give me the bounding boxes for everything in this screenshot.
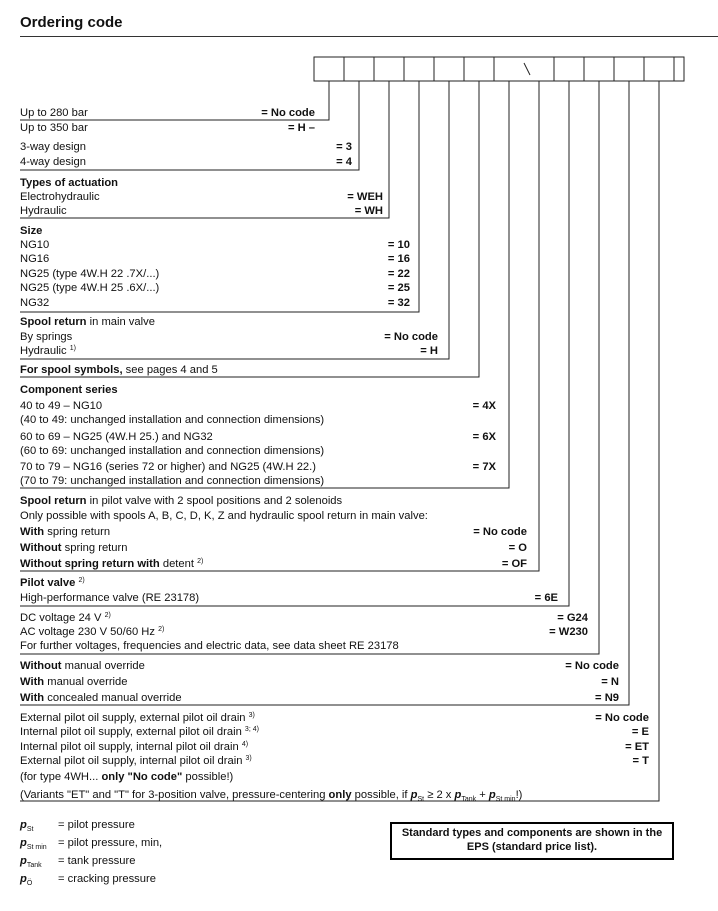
row-code: = 10 [387, 239, 410, 251]
row-code: = 6E [534, 592, 558, 604]
row-label: Up to 350 bar [20, 122, 88, 134]
row-code: = 3 [336, 141, 352, 153]
row-label: NG25 (type 4W.H 25 .6X/...) [20, 282, 160, 294]
row-label: (for type 4WH... only "No code" possible!) [20, 771, 234, 783]
row-label: 60 to 69 – NG25 (4W.H 25.) and NG32 [20, 431, 213, 443]
row-label: High-performance valve (RE 23178) [20, 592, 200, 604]
section-heading: Component series [20, 384, 118, 396]
row-code: = OF [501, 558, 527, 570]
row-code: = 16 [387, 253, 410, 265]
standard-types-note: Standard types and components are shown in the EPS (standard price list). [390, 822, 674, 860]
row-code: = G24 [557, 612, 588, 624]
row-label: Internal pilot oil supply, internal pilot oil drain $^{4)}$ [20, 741, 249, 753]
row-label: Without spring return with detent $^{2)}$ [20, 558, 204, 570]
legend-text: = pilot pressure [58, 819, 135, 831]
row-code: = E [631, 726, 649, 738]
row-code: = 22 [387, 268, 410, 280]
row-label: Without spring return [20, 542, 128, 554]
row-label: For further voltages, frequencies and electric data, see data sheet RE 23178 [20, 640, 399, 652]
row-label: (Variants "ET" and "T" for 3-position valve, pressure-centering only possible, if $p_{St} \ge 2$ x $p_{Tank} + p_{St min}$!) [20, 789, 523, 804]
legend-text: = tank pressure [58, 855, 136, 867]
legend-text: = cracking pressure [58, 873, 156, 885]
row-label: (70 to 79: unchanged installation and connection dimensions) [20, 475, 325, 487]
section-heading: Spool return in main valve [20, 316, 155, 328]
row-label: Only possible with spools A, B, C, D, K, Z and hydraulic spool return in main valve: [20, 510, 428, 522]
row-code: = N [601, 676, 619, 688]
row-label: NG32 [20, 297, 50, 309]
row-label: NG25 (type 4W.H 22 .7X/...) [20, 268, 160, 280]
section-heading: Pilot valve $^{2)}$ [20, 577, 85, 589]
row-label: 4-way design [20, 156, 86, 168]
row-label: 3-way design [20, 141, 86, 153]
page-title: Ordering code [20, 14, 123, 31]
row-label: DC voltage 24 V $^{2)}$ [20, 612, 111, 624]
legend-item: $p_Ö$ [20, 873, 33, 888]
row-label: With manual override [20, 676, 128, 688]
row-label: (60 to 69: unchanged installation and connection dimensions) [20, 445, 325, 457]
row-code: = W230 [549, 626, 588, 638]
row-label: Hydraulic $^{1)}$ [20, 345, 76, 357]
legend-item: $p_{St}$ [20, 819, 34, 834]
row-label: Internal pilot oil supply, external pilot oil drain $^{3; 4)}$ [20, 726, 259, 738]
row-code: = No code [384, 331, 438, 343]
row-code: = H – [287, 122, 315, 134]
row-code: = WH [354, 205, 383, 217]
row-code: = No code [565, 660, 619, 672]
row-code: = H [420, 345, 438, 357]
row-code: = T [632, 755, 649, 767]
section-heading: Spool return in pilot valve with 2 spool positions and 2 solenoids [20, 495, 343, 507]
legend-item: $p_{Tank}$ [20, 855, 42, 870]
row-label: 40 to 49 – NG10 [20, 400, 103, 412]
row-code: = 32 [387, 297, 410, 309]
row-label: NG16 [20, 253, 50, 265]
row-code: = N9 [595, 692, 619, 704]
legend-text: = pilot pressure, min, [58, 837, 163, 849]
row-code: = O [508, 542, 527, 554]
row-label: Without manual override [20, 660, 145, 672]
row-label: 70 to 79 – NG16 (series 72 or higher) and NG25 (4W.H 22.) [20, 461, 316, 473]
legend-item: $p_{St min}$ [20, 837, 47, 852]
row-code: = 7X [472, 461, 496, 473]
row-code: = 4X [472, 400, 496, 412]
row-label: External pilot oil supply, internal pilot oil drain $^{3)}$ [20, 755, 252, 767]
row-code: = No code [473, 526, 527, 538]
row-code: = ET [625, 741, 649, 753]
section-heading: For spool symbols, see pages 4 and 5 [20, 364, 218, 376]
row-code: = WEH [347, 191, 383, 203]
row-code: = No code [595, 712, 649, 724]
row-label: With spring return [20, 526, 111, 538]
row-code: = No code [261, 107, 315, 119]
row-label: External pilot oil supply, external pilot oil drain $^{3)}$ [20, 712, 255, 724]
row-label: With concealed manual override [20, 692, 182, 704]
section-heading: Size [20, 225, 43, 237]
row-label: By springs [20, 331, 73, 343]
row-label: NG10 [20, 239, 50, 251]
row-label: (40 to 49: unchanged installation and connection dimensions) [20, 414, 325, 426]
row-code: = 25 [387, 282, 410, 294]
row-label: AC voltage 230 V 50/60 Hz $^{2)}$ [20, 626, 165, 638]
section-heading: Types of actuation [20, 177, 119, 189]
row-code: = 4 [336, 156, 352, 168]
row-code: = 6X [472, 431, 496, 443]
row-label: Up to 280 bar [20, 107, 88, 119]
row-label: Electrohydraulic [20, 191, 100, 203]
row-label: Hydraulic [20, 205, 67, 217]
